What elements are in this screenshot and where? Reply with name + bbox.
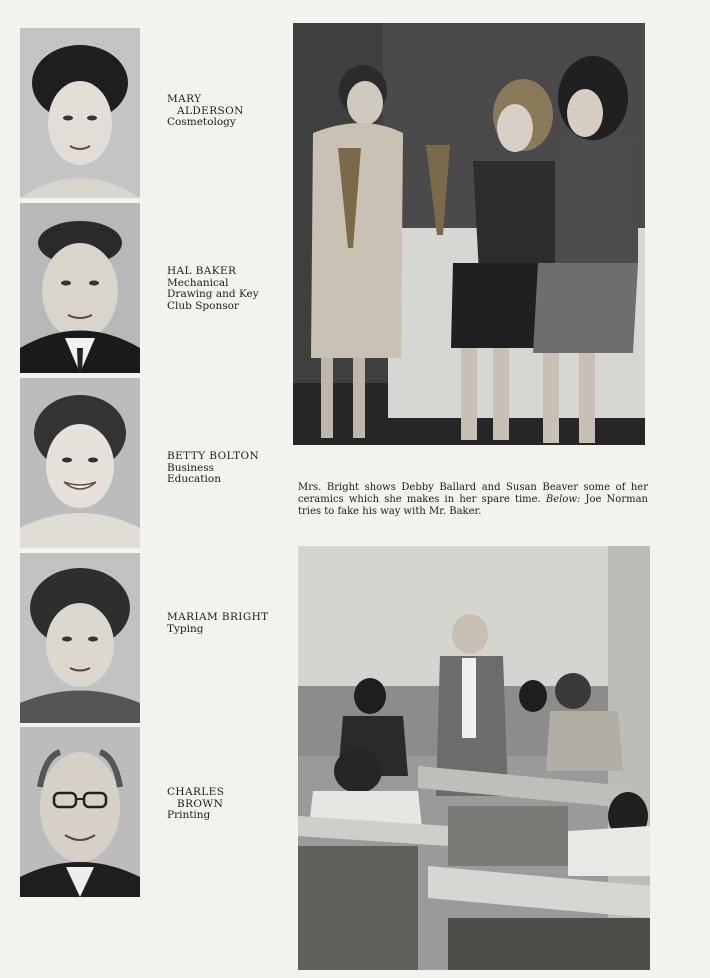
caption-betty-bolton — [167, 451, 259, 486]
faculty-name: MARIAM BRIGHT — [167, 611, 269, 623]
photo-ceramics — [293, 23, 645, 445]
faculty-name: HAL BAKER — [167, 265, 237, 277]
below-label: Below: — [545, 494, 581, 505]
photo-caption: Mrs. Bright shows Debby Ballard and Susan Beaver some of her ceramics which she makes in her spare time. Below: Joe Norman tries to fake his way with Mr. Baker. — [298, 482, 648, 517]
faculty-dept: Cosmetology — [167, 116, 236, 128]
portrait-mariam-bright — [20, 553, 140, 723]
faculty-dept: Printing — [167, 809, 211, 821]
caption-mary-alderson — [167, 94, 244, 129]
faculty-dept: Mechanical Drawing and Key Club Sponsor — [167, 276, 259, 312]
faculty-name: BETTY BOLTON — [167, 450, 260, 462]
caption-charles-brown — [167, 787, 224, 822]
caption-mariam-bright — [167, 612, 269, 635]
portrait-hal-baker — [20, 203, 140, 373]
portrait-charles-brown — [20, 727, 140, 897]
faculty-name: CHARLES BROWN — [167, 786, 225, 810]
faculty-name: MARY ALDERSON — [167, 93, 244, 117]
portrait-mary-alderson — [20, 28, 140, 198]
caption-hal-baker — [167, 266, 277, 312]
faculty-dept: Typing — [167, 622, 204, 635]
portrait-betty-bolton — [20, 378, 140, 548]
faculty-dept: Business Education — [167, 461, 221, 485]
photo-classroom — [298, 546, 650, 970]
